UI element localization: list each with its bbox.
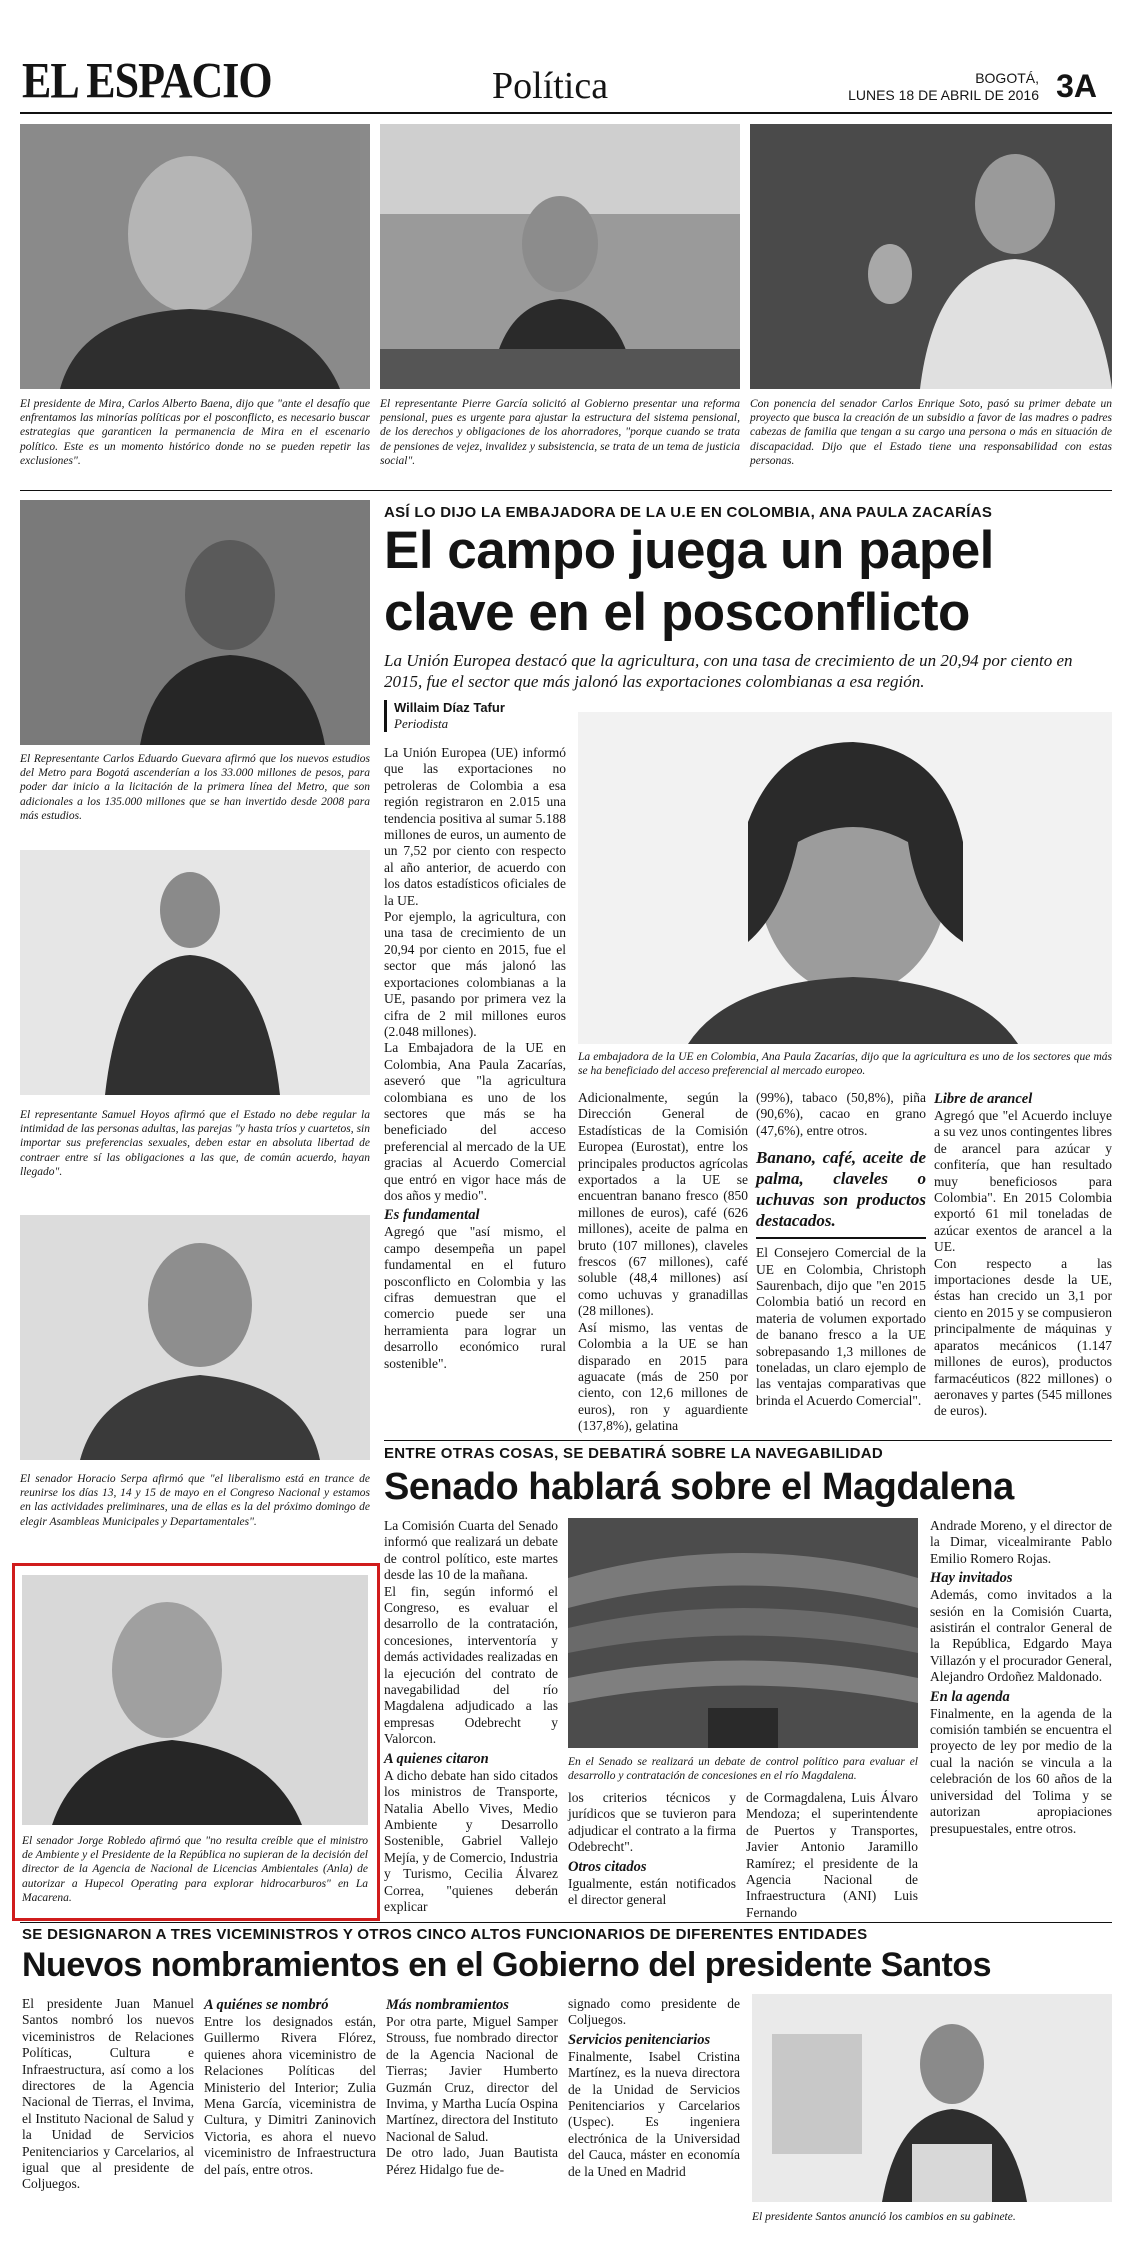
divider-top xyxy=(20,490,1112,491)
subheading: Servicios penitenciarios xyxy=(568,2031,711,2048)
paragraph: Así mismo, las ventas de Colombia a la UE se han disparado en 2015 para aguacate (más de 250 por ciento, con 12,6 millones de euros), ron y aguardiente (137,8%), gelatina xyxy=(578,1319,748,1434)
paragraph: Con respecto a las importaciones desde la UE, éstas han crecido un 3,1 por ciento en 2015 y se compusieron principalmente de máquinas y aparatos mecánicos (1.147 millones de euros), productos farmacéuticos (822 millones) o aeronaves y partes (545 millones de euros). xyxy=(934,1255,1112,1419)
byline-name: Willaim Díaz Tafur xyxy=(394,700,505,715)
caption-samuel-hoyos: El representante Samuel Hoyos afirmó que el Estado no debe regular la intimidad de las personas adultas, las parejas "y hasta tríos y cuartetos, sin importar sus preferencias sexuales, deben estar en absoluta libertad de contraer entre sí las obligaciones a las que, de común acuerdo, hayan llegado". xyxy=(20,1109,370,1178)
photo-senado xyxy=(568,1518,918,1748)
section-title: Política xyxy=(492,65,609,107)
nombramientos-headline: Nuevos nombramientos en el Gobierno del presidente Santos xyxy=(22,1946,992,1984)
senado-kicker: ENTRE OTRAS COSAS, SE DEBATIRÁ SOBRE LA NAVEGABILIDAD xyxy=(384,1445,883,1462)
caption-carlos-guevara: El Representante Carlos Eduardo Guevara afirmó que los nuevos estudios del Metro para Bogotá ascenderían a los 33.000 millones de pesos, para poder dar inicio a la licitación de la primera línea del Metro, que son adicionales a los 135.000 millones que se han invertido desde 2008 para más estudios. xyxy=(20,753,370,822)
nombramientos-column-3 xyxy=(386,1996,558,2178)
photo-carlos-guevara xyxy=(20,500,370,745)
paragraph: Agregó que "el Acuerdo incluye a su vez unos contingentes libres de arancel para azúcar y confitería, que han resultado muy beneficiosos para Colombia". En 2015 Colombia exportó 61 mil toneladas de azúcar exentos de arancel a la UE. xyxy=(934,1108,1112,1255)
subheading: A quiénes se nombró xyxy=(204,1997,329,2013)
byline-role: Periodista xyxy=(394,716,449,731)
campo-headline xyxy=(384,520,1112,644)
subheading: Libre de arancel xyxy=(934,1091,1033,1107)
dateline-date: LUNES 18 DE ABRIL DE 2016 xyxy=(848,87,1039,103)
caption-senado: En el Senado se realizará un debate de control político para evaluar el desarrollo y contratación de concesiones en el río Magdalena. xyxy=(568,1756,918,1783)
paragraph: El presidente Juan Manuel Santos nombró los nuevos viceministros de Relaciones Políticas, Cultura e Infraestructura, así como a los directores de la Agencia Nacional de Tierras, el Invima, el Instituto Nacional de Salud y la Unidad de Servicios Penitenciarios y Carcelarios, al igual que al presidente de Coljuegos. xyxy=(22,1996,194,2192)
dateline xyxy=(848,70,1039,104)
campo-byline xyxy=(394,700,505,732)
campo-headline-line1: El campo juega un papel xyxy=(384,521,994,580)
paragraph: Además, como invitados a la sesión en la Comisión Cuarta, asistirán el contralor General de la República, Edgardo Maya Villazón y el procurador General, Alejandro Ordoñez Maldonado. xyxy=(930,1587,1112,1685)
paragraph: La Embajadora de la UE en Colombia, Ana Paula Zacarías, aseveró que "la agricultura colombiana es uno de los sectores que más se ha beneficiado del acceso preferencial al mercado de la UE gracias al Acuerdo Comercial que entró en vigor hace más de dos años y medio". xyxy=(384,1040,566,1203)
campo-column-4 xyxy=(934,1090,1112,1420)
paragraph: La Comisión Cuarta del Senado informó que realizará un debate de control político, este martes desde las 10 de la mañana. xyxy=(384,1518,558,1583)
caption-ana-paula-zacarias: La embajadora de la UE en Colombia, Ana Paula Zacarías, dijo que la agricultura es uno de los sectores que más se ha beneficiado del acceso preferencial al mercado europeo. xyxy=(578,1051,1112,1078)
senado-headline: Senado hablará sobre el Magdalena xyxy=(384,1466,1014,1508)
masthead-rule xyxy=(20,112,1112,114)
byline-bar xyxy=(384,700,387,732)
paragraph: Igualmente, están notificados el director general xyxy=(568,1875,736,1908)
campo-headline-line2: clave en el posconflicto xyxy=(384,583,970,642)
campo-column-1 xyxy=(384,745,566,1372)
photo-samuel-hoyos xyxy=(20,850,370,1095)
paragraph: los criterios técnicos y jurídicos que se tuvieron para adjudicar el contrato a la firma Odebrecht". xyxy=(568,1790,736,1855)
paragraph: de Cormagdalena, Luis Álvaro Mendoza; el superintendente de Puertos y Transportes, Javier Antonio Jaramillo Ramírez; el presidente de la Agencia Nacional de Infraestructura (ANI) Luis Fernando xyxy=(746,1790,918,1920)
nombramientos-column-4 xyxy=(568,1996,740,2180)
caption-presidente-santos: El presidente Santos anunció los cambios en su gabinete. xyxy=(752,2211,1016,2223)
senado-column-4 xyxy=(746,1790,918,1921)
paragraph: Entre los designados están, Guillermo Rivera Flórez, quienes ahora viceministro de Relaciones Políticas del Ministerio del Interior; Zulia Mena García, viceministra de Cultura, y Dimitri Zaninovich Victoria, es ahora el nuevo viceministro de Infraestructura del país, entre otros. xyxy=(204,2014,376,2177)
divider-senado xyxy=(384,1440,1112,1441)
campo-column-3 xyxy=(756,1090,926,1409)
campo-column-2 xyxy=(578,1090,748,1435)
photo-presidente-santos xyxy=(752,1994,1112,2202)
paragraph: Andrade Moreno, y el director de la Dimar, vicealmirante Pablo Emilio Romero Rojas. xyxy=(930,1518,1112,1566)
subheading: A quienes citaron xyxy=(384,1750,489,1767)
campo-kicker: ASÍ LO DIJO LA EMBAJADORA DE LA U.E EN COLOMBIA, ANA PAULA ZACARÍAS xyxy=(384,504,993,521)
paragraph: El fin, según informó el Congreso, es evaluar el desarrollo de la contratación, concesiones, interventoría y demás actividades realizadas en la ejecución del contrato de navegabilidad del río Magdalena adjudicado a las empresas Odebrecht y Valorcon. xyxy=(384,1583,558,1747)
senado-column-1 xyxy=(384,1518,558,1915)
pull-quote: Banano, café, aceite de palma, claveles o uchuvas son productos destacados. xyxy=(756,1147,926,1239)
photo-carlos-baena xyxy=(20,124,370,389)
caption-carlos-soto: Con ponencia del senador Carlos Enrique Soto, pasó su primer debate un proyecto que busca la creación de un subsidio a favor de las madres o padres cabezas de familia que tengan a su cargo una persona o más en situación de discapacidad. Dijo que el Estado tiene una responsabilidad con estas personas. xyxy=(750,398,1112,467)
paragraph: Adicionalmente, según la Dirección General de Estadísticas de la Comisión Europea (Eurostat), entre los principales productos agrícolas exportados a la UE se encuentran banano fresco (850 millones de euros), café (626 millones), aceite de palma en bruto (107 millones), claveles frescos (67 millones), café soluble (48,4 millones) así como uchuvas y granadillas (28 millones). xyxy=(578,1090,748,1319)
subheading: Más nombramientos xyxy=(386,1997,509,2013)
paragraph: (99%), tabaco (50,8%), piña (90,6%), cacao en grano (47,6%), entre otros. xyxy=(756,1090,926,1138)
caption-jorge-robledo: El senador Jorge Robledo afirmó que "no resulta creíble que el ministro de Ambiente y el Presidente de la República no supieran de la decisión del director de la Agencia de Nacional de Licencias Ambientales (Anla) de autorizar a Hupecol Operating para explorar hidrocarburos" en La Macarena. xyxy=(22,1835,368,1904)
paragraph: signado como presidente de Coljuegos. xyxy=(568,1996,740,2028)
paragraph: El Consejero Comercial de la UE en Colombia, Christoph Saurenbach, dijo que "en 2015 Colombia batió un record en materia de volumen exportado de banano fresco a la UE sobrepasando 1,3 millones de toneladas, un claro ejemplo de las ventajas comparativas que brinda el Acuerdo Comercial". xyxy=(756,1245,926,1408)
subheading: Hay invitados xyxy=(930,1570,1013,1587)
campo-deck: La Unión Europea destacó que la agricultura, con una tasa de crecimiento de un 20,94 por ciento en 2015, fue el sector que más jalonó las exportaciones colombianas a esa región. xyxy=(384,651,1073,691)
page-number: 3A xyxy=(1056,68,1097,104)
subheading: Otros citados xyxy=(568,1858,647,1875)
caption-horacio-serpa: El senador Horacio Serpa afirmó que "el liberalismo está en trance de reunirse los días 13, 14 y 15 de mayo en el Congreso Nacional y estamos en las actividades preliminares, una de ellas es la del próximo domingo de elegir Asambleas Municipales y Departamentales". xyxy=(20,1473,370,1528)
paragraph: Finalmente, Isabel Cristina Martínez, es la nueva directora de la Unidad de Servicios Penitenciarios y Carcelarios (Uspec). Es ingeniera electrónica de la Universidad del Cauca, máster en economía de la Uned en Madrid xyxy=(568,2048,740,2179)
divider-nombramientos xyxy=(20,1922,1112,1923)
nombramientos-kicker: SE DESIGNARON A TRES VICEMINISTROS Y OTROS CINCO ALTOS FUNCIONARIOS DE DIFERENTES ENTIDADES xyxy=(22,1926,868,1943)
nombramientos-column-2 xyxy=(204,1996,376,2178)
photo-carlos-soto xyxy=(750,124,1112,389)
caption-pierre-garcia: El representante Pierre García solicitó al Gobierno presentar una reforma pensional, pues es urgente para ajustar la estructura del sistema pensional, de los derechos y obligaciones de los ahorradores, "porque cuando se trata de pensiones de vejez, invalidez y subsistencia, se trata de un tema de justicia social". xyxy=(380,398,740,467)
dateline-city: BOGOTÁ, xyxy=(975,70,1039,86)
paragraph: Por ejemplo, la agricultura, con una tasa de crecimiento de un 20,94 por ciento en 2015, fue el sector que más jalonó las exportaciones colombianas a la UE, pasando por primera vez la cifra de 2 mil millones euros (2.048 millones). xyxy=(384,909,566,1039)
newspaper-logo: EL ESPACIO xyxy=(22,52,272,109)
nombramientos-column-1 xyxy=(22,1996,194,2193)
subheading: En la agenda xyxy=(930,1688,1010,1705)
photo-pierre-garcia xyxy=(380,124,740,389)
senado-column-3 xyxy=(568,1790,736,1908)
photo-horacio-serpa xyxy=(20,1215,370,1460)
photo-ana-paula-zacarias xyxy=(578,712,1112,1044)
photo-jorge-robledo xyxy=(22,1575,368,1825)
paragraph: Agregó que "así mismo, el campo desempeña un papel fundamental en el futuro posconflicto en Colombia y las cifras demuestran que el comercio puede ser una herramienta para lograr un desarrollo económico rural sostenible". xyxy=(384,1224,566,1371)
paragraph: Por otra parte, Miguel Samper Strouss, fue nombrado director de la Agencia Nacional de Tierras; Javier Humberto Guzmán Cruz, director del Invima, y Martha Lucía Ospina Martínez, directora del Instituto Nacional de Salud. xyxy=(386,2014,558,2144)
subheading: Es fundamental xyxy=(384,1207,480,1224)
paragraph: Finalmente, en la agenda de la comisión también se encuentra el proyecto de ley por medio de la cual la nación se vincula a la celebración de los 60 años de la universidad del Tolima y se autorizan apropiaciones presupuestales, entre otros. xyxy=(930,1705,1112,1836)
paragraph: A dicho debate han sido citados los ministros de Transporte, Natalia Abello Vives, Medio Ambiente y Desarrollo Sostenible, Gabriel Vallejo Mejía, y de Comercio, Industria y Turismo, Cecilia Álvarez Correa, "quienes deberán explicar xyxy=(384,1767,558,1914)
senado-column-5 xyxy=(930,1518,1112,1837)
caption-carlos-baena: El presidente de Mira, Carlos Alberto Baena, dijo que "ante el desafío que enfrentamos las minorías políticas por el posconflicto, es necesario buscar estrategias que garanticen la permanencia de Mira en el escenario político. Este es un momento histórico donde no se pueden repetir las exclusiones". xyxy=(20,398,370,467)
paragraph: La Unión Europea (UE) informó que las exportaciones no petroleras de Colombia a esa región registraron en 2.015 una tendencia positiva al sumar 5.188 millones de euros, un aumento de un 7,52 por ciento con respecto al año anterior, de acuerdo con los datos estadísticos oficiales de la UE. xyxy=(384,745,566,908)
paragraph: De otro lado, Juan Bautista Pérez Hidalgo fue de- xyxy=(386,2145,558,2177)
